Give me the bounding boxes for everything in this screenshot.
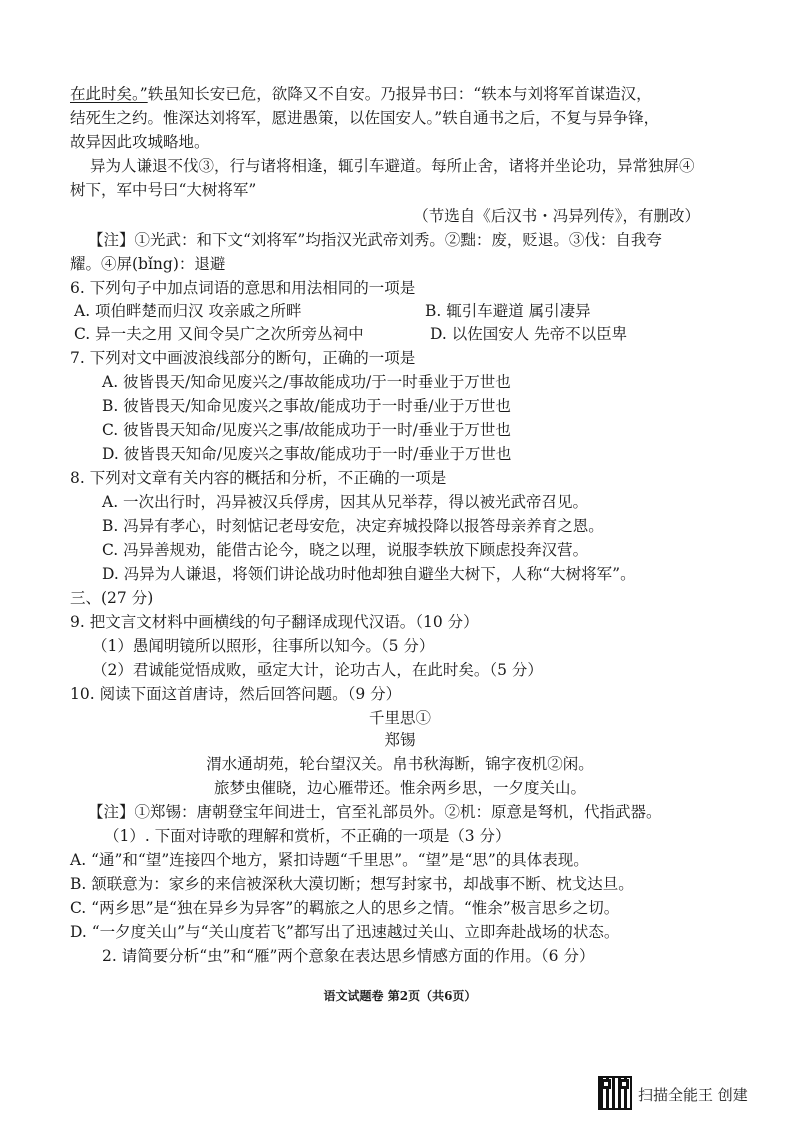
q7-option-a: A. 彼皆畏天/知命见废兴之/事故能成功/于一时垂业于万世也 <box>102 373 511 391</box>
q10-option-b: B. 颔联意为：家乡的来信被深秋大漠切断；想写封家书，却战事不断、枕戈达旦。 <box>70 875 634 893</box>
q7-option-d: D. 彼皆畏天知命/见废兴之事故/能成功于一时/垂业于万世也 <box>102 445 512 463</box>
q6-stem: 6. 下列句子中加点词语的意思和用法相同的一项是 <box>70 279 416 297</box>
passage-note-1: 【注】①光武：和下文“刘将军”均指汉光武帝刘秀。②黜：废，贬退。③伐：自我夸 <box>88 231 662 249</box>
passage-line-2: 结死生之约。惟深达刘将军，愿进愚策，以佐国安人。”轶自通书之后，不复与异争锋， <box>70 109 660 127</box>
poem-title: 千里思① <box>368 709 431 727</box>
q10-stem: 10. 阅读下面这首唐诗，然后回答问题。（9 分） <box>70 685 402 703</box>
q9-sub-2: （2）君诚能觉悟成败，亟定大计，论功古人，在此时矣。（5 分） <box>92 661 543 679</box>
q6-option-c: C. 异一夫之用 又间令吴广之次所旁丛祠中 <box>74 325 364 343</box>
passage-line-4: 异为人谦退不伐③，行与诸将相逢，辄引车避道。每所止舍，诸将并坐论功，异常独屏④ <box>90 157 695 175</box>
q10-sub-2: 2. 请简要分析“虫”和“雁”两个意象在表达思乡情感方面的作用。（6 分） <box>102 947 595 965</box>
q7-stem: 7. 下列对文中画波浪线部分的断句，正确的一项是 <box>70 349 416 367</box>
q7-option-c: C. 彼皆畏天知命/见废兴之事/故能成功于一时/垂业于万世也 <box>102 421 511 439</box>
scanner-watermark-label: 扫描全能王 创建 <box>638 1086 748 1104</box>
q6-option-a: A. 项伯畔楚而归汉 攻亲戚之所畔 <box>74 302 302 320</box>
q7-option-b: B. 彼皆畏天/知命见废兴之事故/能成功于一时垂/业于万世也 <box>102 397 511 415</box>
qr-code-icon <box>598 1076 632 1110</box>
q10-option-d: D. “一夕度关山”与“关山度若飞”都写出了迅速越过关山、立即奔赴战场的状态。 <box>70 923 620 941</box>
q8-option-c: C. 冯异善规劝，能借古论今，晓之以理，说服李轶放下顾虑投奔汉营。 <box>102 541 589 559</box>
q8-stem: 8. 下列对文章有关内容的概括和分析，不正确的一项是 <box>70 469 447 487</box>
passage-line-5: 树下，军中号曰“大树将军” <box>70 181 257 199</box>
passage-line-3: 故异因此攻城略地。 <box>70 133 210 151</box>
passage-source: （节选自《后汉书・冯异列传》，有删改） <box>413 207 700 225</box>
q6-option-b: B. 辄引车避道 属引凄异 <box>425 302 591 320</box>
poem-author: 郑锡 <box>384 731 416 749</box>
poem-note: 【注】①郑锡：唐朝登宝年间进士，官至礼部员外。②机：原意是弩机，代指武器。 <box>88 803 662 821</box>
underlined-sentence-end: 在此时矣。” <box>70 85 148 103</box>
passage-line-1: 在此时矣。”轶虽知长安已危，欲降又不自安。乃报异书曰：“轶本与刘将军首谋造汉， <box>70 85 652 103</box>
passage-note-2: 耀。④屏(bǐng)：退避 <box>70 255 226 273</box>
poem-line-2: 旅梦虫催晓，边心雁带还。惟余两乡思，一夕度关山。 <box>213 779 586 797</box>
q6-option-d: D. 以佐国安人 先帝不以臣卑 <box>430 325 628 343</box>
q9-sub-1: （1）愚闻明镜所以照形，往事所以知今。（5 分） <box>92 637 435 655</box>
q10-option-a: A. “通”和“望”连接四个地方，紧扣诗题“千里思”。“望”是“思”的具体表现。 <box>70 851 589 869</box>
q10-sub-1: （1）. 下面对诗歌的理解和赏析，不正确的一项是（3 分） <box>104 827 511 845</box>
q10-option-c: C. “两乡思”是“独在异乡为异客”的羁旅之人的思乡之情。“惟余”极言思乡之切。 <box>70 899 620 917</box>
q9-stem: 9. 把文言文材料中画横线的句子翻译成现代汉语。（10 分） <box>70 613 479 631</box>
page-footer: 语文试题卷 第2页（共6页） <box>323 989 477 1003</box>
q8-option-d: D. 冯异为人谦退，将领们讲论战功时他却独自避坐大树下，人称“大树将军”。 <box>102 565 636 583</box>
q8-option-b: B. 冯异有孝心，时刻惦记老母安危，决定弃城投降以报答母亲养育之恩。 <box>102 517 604 535</box>
q8-option-a: A. 一次出行时，冯异被汉兵俘虏，因其从兄举荐，得以被光武帝召见。 <box>102 493 589 511</box>
poem-line-1: 渭水通胡苑，轮台望汉关。帛书秋海断，锦字夜机②闲。 <box>206 755 594 773</box>
section-3-heading: 三、(27 分) <box>70 589 154 607</box>
